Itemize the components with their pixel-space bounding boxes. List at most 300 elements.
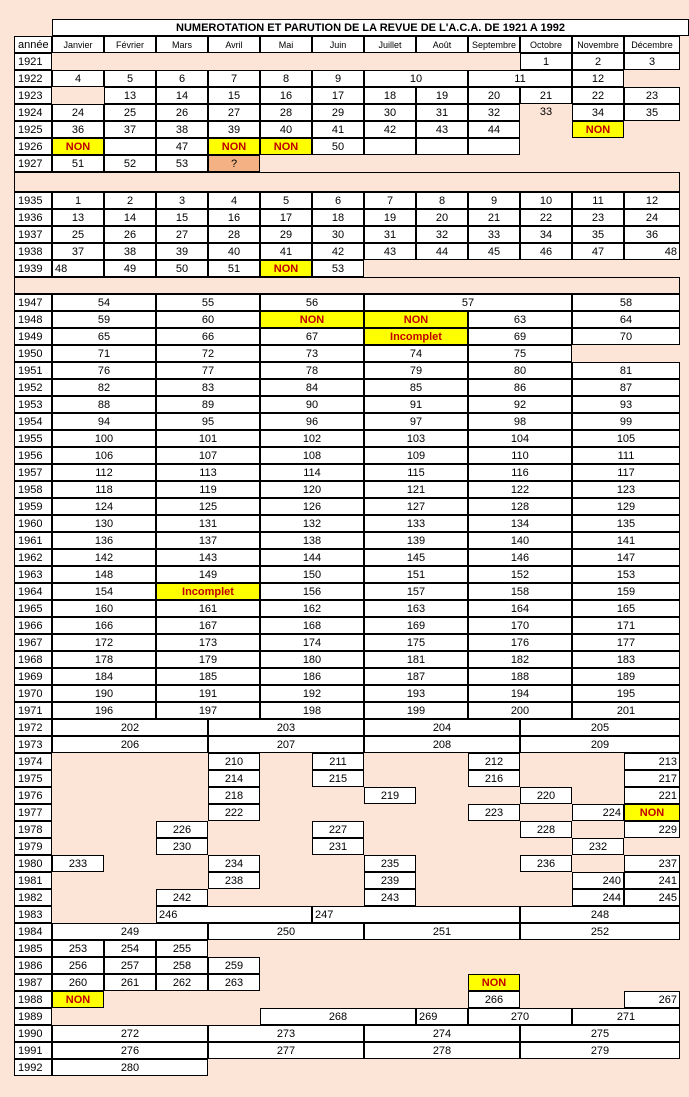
issue-cell: 117 — [572, 464, 680, 481]
issue-cell: 280 — [52, 1059, 208, 1076]
year-cell-1961: 1961 — [14, 532, 52, 549]
year-cell-1937: 1937 — [14, 226, 52, 243]
issue-cell: 149 — [156, 566, 260, 583]
header-month-11: Novembre — [572, 36, 624, 53]
issue-cell: 222 — [208, 804, 260, 821]
issue-cell: 2 — [104, 192, 156, 209]
issue-cell: 16 — [260, 87, 312, 104]
issue-cell: 193 — [364, 685, 468, 702]
issue-cell: 258 — [156, 957, 208, 974]
issue-cell: 24 — [52, 104, 104, 121]
issue-cell: 16 — [208, 209, 260, 226]
issue-cell: 18 — [312, 209, 364, 226]
issue-cell: 127 — [364, 498, 468, 515]
issue-cell: 28 — [208, 226, 260, 243]
year-cell-1979: 1979 — [14, 838, 52, 855]
issue-cell: 206 — [52, 736, 208, 753]
issue-cell: 122 — [468, 481, 572, 498]
issue-cell: 102 — [260, 430, 364, 447]
issue-cell: 77 — [156, 362, 260, 379]
issue-cell: 114 — [260, 464, 364, 481]
issue-cell: 207 — [208, 736, 364, 753]
year-cell-1982: 1982 — [14, 889, 52, 906]
year-cell-1986: 1986 — [14, 957, 52, 974]
issue-cell: 27 — [208, 104, 260, 121]
issue-cell: 21 — [520, 87, 572, 104]
year-cell-1976: 1976 — [14, 787, 52, 804]
issue-cell: 19 — [364, 209, 416, 226]
issue-cell: 4 — [52, 70, 104, 87]
year-cell-1973: 1973 — [14, 736, 52, 753]
issue-cell: 276 — [52, 1042, 208, 1059]
issue-cell: NON — [260, 138, 312, 155]
issue-cell: 217 — [624, 770, 680, 787]
issue-cell: 173 — [156, 634, 260, 651]
issue-cell: 19 — [416, 87, 468, 104]
issue-cell: 45 — [468, 243, 520, 260]
issue-cell: 201 — [572, 702, 680, 719]
issue-cell: 5 — [260, 192, 312, 209]
issue-cell: 171 — [572, 617, 680, 634]
issue-cell: 118 — [52, 481, 156, 498]
issue-cell: 17 — [312, 87, 364, 104]
issue-cell: 177 — [572, 634, 680, 651]
issue-cell: 184 — [52, 668, 156, 685]
year-cell-1964: 1964 — [14, 583, 52, 600]
issue-cell: NON — [468, 974, 520, 991]
issue-cell: 17 — [260, 209, 312, 226]
issue-cell: 20 — [468, 87, 520, 104]
issue-cell: 60 — [156, 311, 260, 328]
issue-cell: 121 — [364, 481, 468, 498]
issue-cell: 34 — [572, 104, 624, 121]
header-month-2: Février — [104, 36, 156, 53]
issue-cell: 236 — [520, 855, 572, 872]
issue-cell: 159 — [572, 583, 680, 600]
issue-cell: 10 — [364, 70, 468, 87]
issue-cell: ? — [208, 155, 260, 172]
year-cell-1966: 1966 — [14, 617, 52, 634]
issue-cell: 98 — [468, 413, 572, 430]
header-month-12: Décembre — [624, 36, 680, 53]
header-month-1: Janvier — [52, 36, 104, 53]
issue-cell: 49 — [104, 260, 156, 277]
issue-cell: 21 — [468, 209, 520, 226]
issue-cell: 105 — [572, 430, 680, 447]
issue-cell: 1 — [520, 53, 572, 70]
year-cell-1951: 1951 — [14, 362, 52, 379]
year-cell-1990: 1990 — [14, 1025, 52, 1042]
issue-cell: 198 — [260, 702, 364, 719]
issue-cell: 251 — [364, 923, 520, 940]
issue-cell: 94 — [52, 413, 156, 430]
issue-cell: NON — [52, 991, 104, 1008]
issue-cell: 50 — [156, 260, 208, 277]
issue-cell: 172 — [52, 634, 156, 651]
issue-cell: 169 — [364, 617, 468, 634]
issue-cell: 262 — [156, 974, 208, 991]
issue-cell: 38 — [156, 121, 208, 138]
year-cell-1925: 1925 — [14, 121, 52, 138]
issue-cell: 42 — [364, 121, 416, 138]
header-month-10: Octobre — [520, 36, 572, 53]
issue-cell: 260 — [52, 974, 104, 991]
issue-cell: 279 — [520, 1042, 680, 1059]
year-cell-1960: 1960 — [14, 515, 52, 532]
issue-cell: 274 — [364, 1025, 520, 1042]
issue-cell: 53 — [156, 155, 208, 172]
issue-cell: 200 — [468, 702, 572, 719]
issue-cell: 147 — [572, 549, 680, 566]
issue-cell: NON — [364, 311, 468, 328]
issue-cell: 241 — [624, 872, 680, 889]
issue-cell: 185 — [156, 668, 260, 685]
header-month-7: Juillet — [364, 36, 416, 53]
issue-cell: Incomplet — [156, 583, 260, 600]
issue-cell: 277 — [208, 1042, 364, 1059]
year-cell-1958: 1958 — [14, 481, 52, 498]
issue-cell: 181 — [364, 651, 468, 668]
issue-cell: 143 — [156, 549, 260, 566]
issue-cell: 208 — [364, 736, 520, 753]
issue-cell: 80 — [468, 362, 572, 379]
issue-cell: 12 — [572, 70, 624, 87]
issue-cell: 34 — [520, 226, 572, 243]
issue-cell: 81 — [572, 362, 680, 379]
issue-cell: 226 — [156, 821, 208, 838]
issue-cell: 104 — [468, 430, 572, 447]
issue-cell: 183 — [572, 651, 680, 668]
issue-cell: 128 — [468, 498, 572, 515]
year-cell-1967: 1967 — [14, 634, 52, 651]
issue-cell: 4 — [208, 192, 260, 209]
issue-cell: 244 — [572, 889, 624, 906]
year-cell-1974: 1974 — [14, 753, 52, 770]
issue-cell: 212 — [468, 753, 520, 770]
issue-cell: 38 — [104, 243, 156, 260]
issue-cell: 192 — [260, 685, 364, 702]
issue-cell: 24 — [624, 209, 680, 226]
year-cell-1948: 1948 — [14, 311, 52, 328]
issue-cell: 249 — [52, 923, 208, 940]
issue-cell: 158 — [468, 583, 572, 600]
issue-cell: 89 — [156, 396, 260, 413]
issue-cell: 166 — [52, 617, 156, 634]
issue-cell: 110 — [468, 447, 572, 464]
year-cell-1985: 1985 — [14, 940, 52, 957]
issue-cell: 123 — [572, 481, 680, 498]
issue-cell: 9 — [312, 70, 364, 87]
issue-cell: 239 — [364, 872, 416, 889]
issue-cell: 3 — [156, 192, 208, 209]
issue-cell: 47 — [156, 138, 208, 155]
issue-cell: 7 — [208, 70, 260, 87]
issue-cell: 71 — [52, 345, 156, 362]
issue-cell: 137 — [156, 532, 260, 549]
year-cell-1988: 1988 — [14, 991, 52, 1008]
year-cell-1939: 1939 — [14, 260, 52, 277]
issue-cell: 35 — [624, 104, 680, 121]
issue-cell: 73 — [260, 345, 364, 362]
year-cell-1955: 1955 — [14, 430, 52, 447]
issue-cell: 132 — [260, 515, 364, 532]
issue-cell: 59 — [52, 311, 156, 328]
issue-cell: 133 — [364, 515, 468, 532]
issue-cell: 176 — [468, 634, 572, 651]
issue-cell: 199 — [364, 702, 468, 719]
issue-cell: 18 — [364, 87, 416, 104]
issue-cell: 6 — [156, 70, 208, 87]
issue-cell: 163 — [364, 600, 468, 617]
issue-cell: 190 — [52, 685, 156, 702]
issue-cell: 194 — [468, 685, 572, 702]
issue-cell: 266 — [468, 991, 520, 1008]
issue-cell: 95 — [156, 413, 260, 430]
issue-cell: 11 — [572, 192, 624, 209]
issue-cell: 150 — [260, 566, 364, 583]
issue-cell: 130 — [52, 515, 156, 532]
issue-cell: 235 — [364, 855, 416, 872]
issue-cell: 75 — [468, 345, 572, 362]
issue-cell: 74 — [364, 345, 468, 362]
issue-cell: 25 — [104, 104, 156, 121]
issue-cell: 90 — [260, 396, 364, 413]
issue-cell: 228 — [520, 821, 572, 838]
issue-cell: 243 — [364, 889, 416, 906]
issue-cell: 58 — [572, 294, 680, 311]
year-cell-1991: 1991 — [14, 1042, 52, 1059]
year-cell-1971: 1971 — [14, 702, 52, 719]
issue-cell: 52 — [104, 155, 156, 172]
year-cell-1935: 1935 — [14, 192, 52, 209]
issue-cell: 256 — [52, 957, 104, 974]
issue-cell: 261 — [104, 974, 156, 991]
issue-cell: 67 — [260, 328, 364, 345]
issue-cell: 238 — [208, 872, 260, 889]
year-cell-1956: 1956 — [14, 447, 52, 464]
year-cell-1957: 1957 — [14, 464, 52, 481]
year-cell-1947: 1947 — [14, 294, 52, 311]
issue-cell: 40 — [260, 121, 312, 138]
issue-cell: 50 — [312, 138, 364, 155]
issue-cell: 263 — [208, 974, 260, 991]
issue-cell: 106 — [52, 447, 156, 464]
issue-cell: 240 — [572, 872, 624, 889]
issue-cell — [468, 138, 520, 155]
issue-cell: 203 — [208, 719, 364, 736]
year-cell-1950: 1950 — [14, 345, 52, 362]
issue-cell: 233 — [52, 855, 104, 872]
year-cell-1953: 1953 — [14, 396, 52, 413]
issue-cell — [104, 138, 156, 155]
issue-cell: 27 — [156, 226, 208, 243]
issue-cell: 23 — [624, 87, 680, 104]
issue-cell: 10 — [520, 192, 572, 209]
issue-cell: 268 — [260, 1008, 416, 1025]
issue-cell: 259 — [208, 957, 260, 974]
issue-cell: 216 — [468, 770, 520, 787]
issue-cell: 231 — [312, 838, 364, 855]
issue-cell: 48 — [624, 243, 680, 260]
issue-cell: 3 — [624, 53, 680, 70]
issue-cell: 42 — [312, 243, 364, 260]
issue-cell: 120 — [260, 481, 364, 498]
issue-cell: 6 — [312, 192, 364, 209]
issue-cell: 111 — [572, 447, 680, 464]
issue-cell: 43 — [364, 243, 416, 260]
issue-cell: 196 — [52, 702, 156, 719]
issue-cell: 182 — [468, 651, 572, 668]
year-cell-1987: 1987 — [14, 974, 52, 991]
issue-cell — [416, 138, 468, 155]
year-cell-1938: 1938 — [14, 243, 52, 260]
issue-cell: 108 — [260, 447, 364, 464]
year-cell-1969: 1969 — [14, 668, 52, 685]
issue-cell: 275 — [520, 1025, 680, 1042]
issue-cell: 211 — [312, 753, 364, 770]
issue-cell: 84 — [260, 379, 364, 396]
issue-cell: 246 — [156, 906, 312, 923]
issue-cell: 142 — [52, 549, 156, 566]
issue-cell: 224 — [572, 804, 624, 821]
issue-cell: 20 — [416, 209, 468, 226]
issue-cell: 63 — [468, 311, 572, 328]
issue-cell: 9 — [468, 192, 520, 209]
issue-cell: 22 — [520, 209, 572, 226]
issue-cell: 191 — [156, 685, 260, 702]
year-cell-1984: 1984 — [14, 923, 52, 940]
issue-cell: 69 — [468, 328, 572, 345]
issue-cell: NON — [52, 138, 104, 155]
issue-cell: 44 — [468, 121, 520, 138]
issue-cell: 126 — [260, 498, 364, 515]
issue-cell: 93 — [572, 396, 680, 413]
year-cell-1949: 1949 — [14, 328, 52, 345]
issue-cell: 164 — [468, 600, 572, 617]
issue-cell: 22 — [572, 87, 624, 104]
issue-cell: 44 — [416, 243, 468, 260]
issue-cell: 210 — [208, 753, 260, 770]
year-cell-1977: 1977 — [14, 804, 52, 821]
issue-cell: 156 — [260, 583, 364, 600]
issue-cell: 187 — [364, 668, 468, 685]
year-cell-1970: 1970 — [14, 685, 52, 702]
issue-cell: 168 — [260, 617, 364, 634]
issue-cell: 92 — [468, 396, 572, 413]
issue-cell: 2 — [572, 53, 624, 70]
issue-cell: 101 — [156, 430, 260, 447]
issue-cell: 205 — [520, 719, 680, 736]
issue-cell: 8 — [260, 70, 312, 87]
issue-cell: 37 — [104, 121, 156, 138]
issue-cell: 153 — [572, 566, 680, 583]
issue-cell: 15 — [156, 209, 208, 226]
issue-cell: 30 — [364, 104, 416, 121]
issue-cell: 204 — [364, 719, 520, 736]
issue-cell: 70 — [572, 328, 680, 345]
issue-cell: 28 — [260, 104, 312, 121]
issue-cell: 14 — [156, 87, 208, 104]
year-cell-1959: 1959 — [14, 498, 52, 515]
issue-cell: 270 — [468, 1008, 572, 1025]
header-month-3: Mars — [156, 36, 208, 53]
issue-cell: 8 — [416, 192, 468, 209]
issue-cell: 170 — [468, 617, 572, 634]
issue-cell: 219 — [364, 787, 416, 804]
issue-cell: 91 — [364, 396, 468, 413]
issue-cell: Incomplet — [364, 328, 468, 345]
issue-cell: 29 — [312, 104, 364, 121]
issue-cell: 174 — [260, 634, 364, 651]
issue-cell: 229 — [624, 821, 680, 838]
issue-cell: 116 — [468, 464, 572, 481]
issue-cell: 41 — [312, 121, 364, 138]
issue-cell: 33 — [468, 226, 520, 243]
issue-cell: 87 — [572, 379, 680, 396]
issue-cell: 103 — [364, 430, 468, 447]
issue-cell: 242 — [156, 889, 208, 906]
issue-cell: NON — [572, 121, 624, 138]
issue-cell: 209 — [520, 736, 680, 753]
issue-cell: 161 — [156, 600, 260, 617]
issue-cell: 66 — [156, 328, 260, 345]
year-cell-1962: 1962 — [14, 549, 52, 566]
year-cell-1923: 1923 — [14, 87, 52, 104]
issue-cell: 138 — [260, 532, 364, 549]
issue-cell: 197 — [156, 702, 260, 719]
issue-cell: 112 — [52, 464, 156, 481]
issue-cell: 36 — [624, 226, 680, 243]
issue-cell: 31 — [416, 104, 468, 121]
issue-cell: 131 — [156, 515, 260, 532]
year-cell-1981: 1981 — [14, 872, 52, 889]
year-cell-1980: 1980 — [14, 855, 52, 872]
issue-cell: 39 — [208, 121, 260, 138]
issue-cell: NON — [624, 804, 680, 821]
issue-cell: 186 — [260, 668, 364, 685]
issue-cell: 165 — [572, 600, 680, 617]
issue-cell: 144 — [260, 549, 364, 566]
issue-cell: 23 — [572, 209, 624, 226]
issue-cell: 245 — [624, 889, 680, 906]
issue-cell: 119 — [156, 481, 260, 498]
issue-cell: 237 — [624, 855, 680, 872]
issue-cell: 140 — [468, 532, 572, 549]
issue-cell: 12 — [624, 192, 680, 209]
issue-cell: 39 — [156, 243, 208, 260]
issue-cell: 33 — [539, 106, 553, 118]
issue-cell: 195 — [572, 685, 680, 702]
issue-cell: 13 — [52, 209, 104, 226]
issue-cell: 152 — [468, 566, 572, 583]
issue-cell: 129 — [572, 498, 680, 515]
issue-cell: 253 — [52, 940, 104, 957]
issue-cell: 26 — [104, 226, 156, 243]
issue-cell: 250 — [208, 923, 364, 940]
section-gap-1928-1934 — [14, 172, 680, 192]
year-cell-1978: 1978 — [14, 821, 52, 838]
issue-cell: 113 — [156, 464, 260, 481]
issue-cell: 1 — [52, 192, 104, 209]
issue-cell: 56 — [260, 294, 364, 311]
issue-cell: 13 — [104, 87, 156, 104]
issue-cell: 135 — [572, 515, 680, 532]
issue-cell: 99 — [572, 413, 680, 430]
year-cell-1924: 1924 — [14, 104, 52, 121]
issue-cell: NON — [208, 138, 260, 155]
issue-cell: 178 — [52, 651, 156, 668]
issue-cell: 54 — [52, 294, 156, 311]
